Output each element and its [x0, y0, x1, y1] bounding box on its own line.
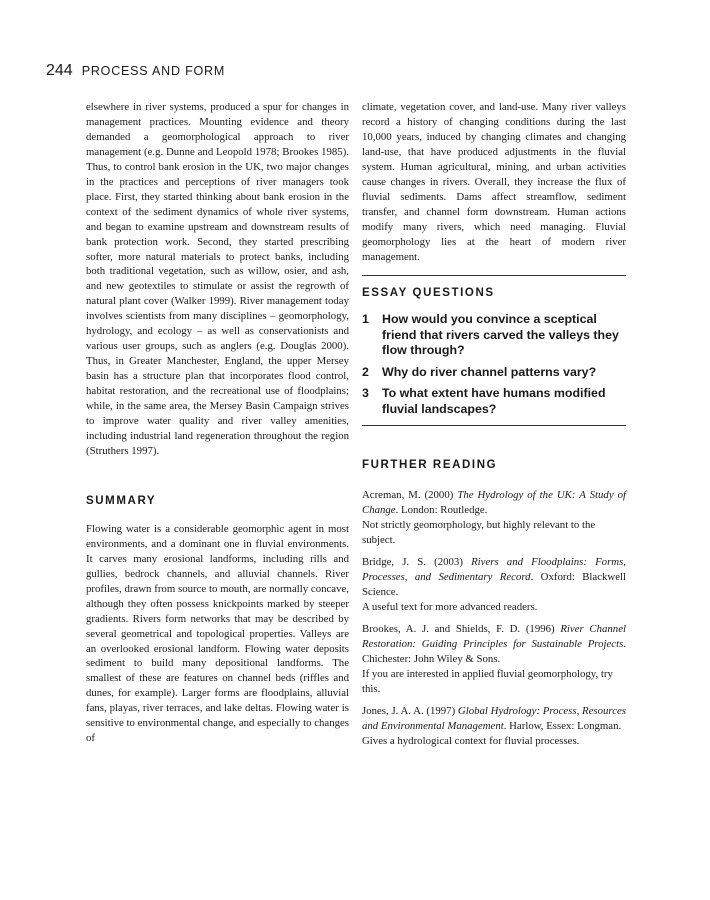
right-column [362, 100, 626, 756]
reference-citation [362, 622, 626, 667]
page-number: 244 [46, 62, 73, 79]
reference-note: Not strictly geomorphology, but highly relevant to the subject. [362, 519, 596, 547]
question-text: How would you convince a sceptical friend that rivers carved the valleys they flow through? [382, 312, 619, 358]
question-text: Why do river channel patterns vary? [382, 364, 597, 379]
reference-publisher: . Harlow, Essex: Longman. [503, 720, 622, 733]
question-number: 3 [362, 386, 369, 401]
essay-question [362, 312, 626, 359]
essay-questions-heading: ESSAY QUESTIONS [362, 287, 495, 300]
question-number: 2 [362, 364, 369, 379]
reference-note: A useful text for more advanced readers. [362, 601, 538, 614]
question-number: 1 [362, 312, 369, 327]
summary-heading: SUMMARY [86, 494, 157, 507]
reference-publisher: . Oxford: Blackwell Science. [362, 571, 627, 599]
reference-title: Global Hydrology: Process, Resources and Environmental Management [362, 705, 626, 733]
reference-title: River Channel Restoration: Guiding Principles for Sustainable Projects [362, 623, 626, 651]
question-text: To what extent have humans modified fluvial landscapes? [382, 386, 606, 416]
reference-entry [362, 488, 626, 548]
left-column [86, 100, 349, 746]
reference-authors: Jones, J. A. A. (1997) [362, 705, 458, 718]
summary-paragraph: Flowing water is a considerable geomorphic agent in most environments, and a dominant one in fluvial environments. It carves many erosional landforms, including rills and gullies, bedrock channels, and alluvial channels. River profiles, drawn from source to mouth, are normally concave, although they often possess knickpoints marked by steeper gradients. Rivers form networks that may be described by several geometrical and topological properties. Valleys are an overlooked erosional landform. Flowing water deposits sediment to build many depositional landforms. The smallest of these are features on channel beds (riffles and dunes, for example). Larger forms are floodplains, alluvial fans, playas, river terraces, and lake deltas. Flowing water is sensitive to environmental change, and especially to changes of [86, 522, 349, 745]
reference-authors: Bridge, J. S. (2003) [362, 556, 472, 569]
reference-authors: Brookes, A. J. and Shields, F. D. (1996) [362, 623, 561, 636]
essay-question [362, 386, 626, 417]
essay-question [362, 365, 626, 381]
reference-entry [362, 555, 626, 615]
reference-authors: Acreman, M. (2000) [362, 489, 458, 502]
reference-entry [362, 704, 626, 749]
reference-citation [362, 704, 626, 734]
right-paragraph: climate, vegetation cover, and land-use. Many river valleys record a history of changing conditions during the last 10,000 years, induced by changing climates and changing land-use, that have produced adjustments in the fluvial system. Human agricultural, mining, and urban activities cause changes in rivers. Overall, they increase the flux of fluvial sediments. Dams affect streamflow, sediment transfer, and channel form downstream. Human actions modify many rivers, which need managing. Fluvial geomorphology lies at the heart of modern river management. [362, 101, 626, 263]
reference-publisher: . London: Routledge. [395, 504, 488, 517]
reference-citation [362, 555, 626, 600]
page-header [46, 62, 225, 80]
further-reading-heading: FURTHER READING [362, 459, 498, 472]
reference-citation [362, 488, 626, 518]
reference-entry [362, 622, 626, 697]
reference-note: If you are interested in applied fluvial geomorphology, try this. [362, 668, 613, 696]
reference-publisher: . Chichester: John Wiley & Sons. [362, 638, 626, 666]
reference-title: Rivers and Floodplains: Forms, Processes, and Sedimentary Record [362, 556, 626, 584]
running-head: PROCESS AND FORM [81, 64, 226, 78]
reference-note: Gives a hydrological context for fluvial processes. [362, 735, 580, 748]
left-paragraph: elsewhere in river systems, produced a spur for changes in management practices. Mounting evidence and theory demanded a geomorphological approach to river management (e.g. Dunne and Leopold 1978; Brookes 1985). Thus, to control bank erosion in the UK, two major changes in the practices and perceptions of river managers took place. First, they started thinking about bank erosion in the context of the sediment dynamics of whole river systems, and began to examine upstream and downstream results of bank protection work. Second, they started prescribing softer, more natural materials to protect banks, including both traditional vegetation, such as willow, osier, and ash, and new geotextiles to stimulate or assist the regrowth of natural plant cover (Walker 1999). River management today involves scientists from many disciplines – geomorphology, hydrology, and ecology – as well as conservationists and various user groups, such as anglers (e.g. Douglas 2000). Thus, in Greater Manchester, England, the upper Mersey basin has a structure plan that incorporates flood control, habitat restoration, and the recreational use of floodplains; while, in the same area, the Mersey Basin Campaign strives to improve water quality and river valley amenities, including industrial land regeneration throughout the region (Struthers 1997). [86, 101, 349, 457]
reference-title: The Hydrology of the UK: A Study of Change [362, 489, 627, 517]
essay-questions-list [362, 312, 626, 417]
